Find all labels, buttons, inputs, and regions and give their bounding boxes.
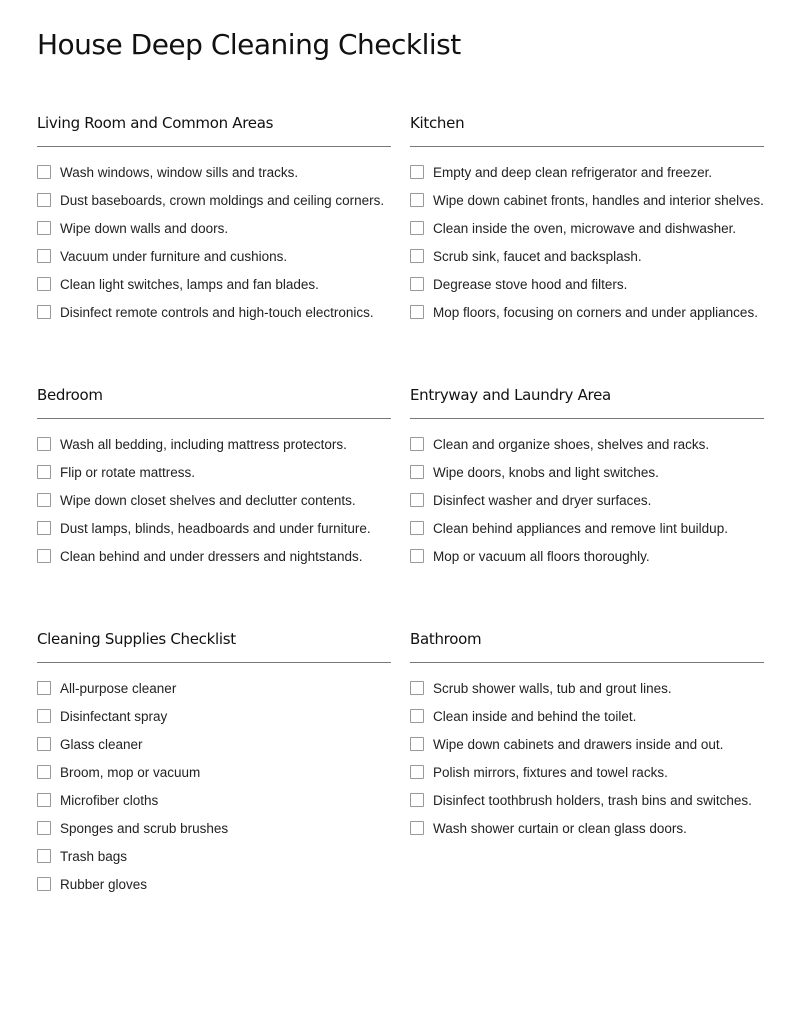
item-label: Clean behind and under dressers and nightstands. (60, 548, 363, 564)
checkbox[interactable] (410, 165, 424, 179)
divider (37, 146, 391, 147)
divider (410, 146, 764, 147)
checklist-item[interactable] (410, 758, 764, 786)
checklist-item[interactable] (410, 430, 764, 458)
checkbox[interactable] (37, 165, 51, 179)
item-label: Clean inside and behind the toilet. (433, 708, 637, 724)
section-title: Bedroom (37, 386, 103, 404)
checkbox[interactable] (410, 549, 424, 563)
item-label: Rubber gloves (60, 876, 148, 892)
checkbox[interactable] (37, 521, 51, 535)
checklist-item[interactable] (37, 786, 391, 814)
checklist-item[interactable] (37, 514, 391, 542)
item-label: Disinfect toothbrush holders, trash bins and switches. (433, 792, 752, 808)
section-title: Living Room and Common Areas (37, 114, 274, 132)
checkbox[interactable] (410, 437, 424, 451)
checkbox[interactable] (410, 221, 424, 235)
checklist-item[interactable] (410, 186, 764, 214)
item-label: Wash windows, window sills and tracks. (60, 164, 299, 180)
checkbox[interactable] (37, 681, 51, 695)
checklist-item[interactable] (410, 730, 764, 758)
checklist-item[interactable] (37, 242, 391, 270)
item-label: Wipe down closet shelves and declutter contents. (60, 492, 356, 508)
checkbox[interactable] (410, 681, 424, 695)
divider (37, 418, 391, 419)
item-label: Sponges and scrub brushes (60, 820, 229, 836)
checklist-item[interactable] (410, 270, 764, 298)
section-living-room-and-common-areas (37, 111, 391, 326)
checkbox[interactable] (410, 821, 424, 835)
item-label: Wash shower curtain or clean glass doors. (433, 820, 687, 836)
divider (410, 662, 764, 663)
checklist-item[interactable] (37, 870, 391, 898)
checkbox[interactable] (410, 277, 424, 291)
checkbox[interactable] (410, 305, 424, 319)
checklist-item[interactable] (37, 758, 391, 786)
checkbox[interactable] (37, 249, 51, 263)
item-label: Disinfectant spray (60, 708, 168, 724)
section-title: Cleaning Supplies Checklist (37, 630, 236, 648)
checklist-item[interactable] (37, 674, 391, 702)
item-label: Scrub sink, faucet and backsplash. (433, 248, 642, 264)
checklist-item[interactable] (37, 186, 391, 214)
checklist-item[interactable] (410, 158, 764, 186)
checkbox[interactable] (410, 521, 424, 535)
item-label: Mop or vacuum all floors thoroughly. (433, 548, 650, 564)
checkbox[interactable] (37, 849, 51, 863)
checklist-item[interactable] (37, 842, 391, 870)
checkbox[interactable] (37, 193, 51, 207)
checklist-item[interactable] (37, 298, 391, 326)
item-label: Glass cleaner (60, 736, 143, 752)
item-label: Dust baseboards, crown moldings and ceiling corners. (60, 192, 385, 208)
checkbox[interactable] (37, 765, 51, 779)
checkbox[interactable] (37, 793, 51, 807)
item-label: Broom, mop or vacuum (60, 764, 201, 780)
checkbox[interactable] (37, 549, 51, 563)
item-label: Clean behind appliances and remove lint buildup. (433, 520, 728, 536)
checklist-item[interactable] (37, 730, 391, 758)
item-label: Clean inside the oven, microwave and dishwasher. (433, 220, 737, 236)
checkbox[interactable] (37, 437, 51, 451)
checkbox[interactable] (410, 493, 424, 507)
checkbox[interactable] (37, 277, 51, 291)
checkbox[interactable] (37, 465, 51, 479)
item-label: Polish mirrors, fixtures and towel racks. (433, 764, 668, 780)
checkbox[interactable] (37, 877, 51, 891)
divider (410, 418, 764, 419)
checklist-item[interactable] (410, 702, 764, 730)
checklist-item[interactable] (37, 486, 391, 514)
checklist-item[interactable] (37, 814, 391, 842)
item-label: Wipe down cabinet fronts, handles and interior shelves. (433, 192, 764, 208)
checklist-item[interactable] (37, 458, 391, 486)
checkbox[interactable] (37, 305, 51, 319)
checklist-item[interactable] (37, 430, 391, 458)
checklist-item[interactable] (37, 270, 391, 298)
section-title: Bathroom (410, 630, 482, 648)
checkbox[interactable] (37, 737, 51, 751)
checklist-item[interactable] (410, 786, 764, 814)
item-label: Vacuum under furniture and cushions. (60, 248, 288, 264)
checkbox[interactable] (37, 221, 51, 235)
item-label: Clean and organize shoes, shelves and racks. (433, 436, 710, 452)
checkbox[interactable] (410, 793, 424, 807)
checklist-item[interactable] (410, 214, 764, 242)
item-label: Trash bags (60, 848, 128, 864)
item-label: Wash all bedding, including mattress protectors. (60, 436, 347, 452)
checkbox[interactable] (410, 737, 424, 751)
item-label: Wipe doors, knobs and light switches. (433, 464, 659, 480)
section-bedroom (37, 383, 391, 570)
item-label: Disinfect remote controls and high-touch electronics. (60, 304, 374, 320)
item-label: Scrub shower walls, tub and grout lines. (433, 680, 672, 696)
checklist-item[interactable] (410, 542, 764, 570)
checklist-item[interactable] (410, 486, 764, 514)
checkbox[interactable] (37, 821, 51, 835)
checkbox[interactable] (410, 249, 424, 263)
section-kitchen (410, 111, 764, 326)
divider (37, 662, 391, 663)
item-label: Dust lamps, blinds, headboards and under furniture. (60, 520, 371, 536)
item-label: Flip or rotate mattress. (60, 464, 196, 480)
item-label: Degrease stove hood and filters. (433, 276, 628, 292)
checkbox[interactable] (37, 709, 51, 723)
checkbox[interactable] (410, 765, 424, 779)
checklist-item[interactable] (410, 674, 764, 702)
section-bathroom (410, 627, 764, 842)
item-label: Disinfect washer and dryer surfaces. (433, 492, 652, 508)
page-title: House Deep Cleaning Checklist (37, 28, 461, 61)
item-label: Empty and deep clean refrigerator and freezer. (433, 164, 713, 180)
checklist-item[interactable] (410, 814, 764, 842)
checkbox[interactable] (37, 493, 51, 507)
checklist-item[interactable] (37, 542, 391, 570)
item-label: Wipe down cabinets and drawers inside and out. (433, 736, 724, 752)
checklist-item[interactable] (37, 214, 391, 242)
item-label: Microfiber cloths (60, 792, 159, 808)
item-label: Clean light switches, lamps and fan blades. (60, 276, 319, 292)
checkbox[interactable] (410, 465, 424, 479)
section-title: Entryway and Laundry Area (410, 386, 611, 404)
checklist-item[interactable] (37, 702, 391, 730)
section-title: Kitchen (410, 114, 465, 132)
section-entryway-and-laundry-area (410, 383, 764, 570)
item-label: Wipe down walls and doors. (60, 220, 229, 236)
section-cleaning-supplies-checklist (37, 627, 391, 898)
checklist-item[interactable] (410, 458, 764, 486)
checklist-item[interactable] (410, 514, 764, 542)
checklist-item[interactable] (410, 298, 764, 326)
item-label: All-purpose cleaner (60, 680, 177, 696)
checklist-item[interactable] (37, 158, 391, 186)
item-label: Mop floors, focusing on corners and under appliances. (433, 304, 758, 320)
checkbox[interactable] (410, 193, 424, 207)
checkbox[interactable] (410, 709, 424, 723)
checklist-item[interactable] (410, 242, 764, 270)
